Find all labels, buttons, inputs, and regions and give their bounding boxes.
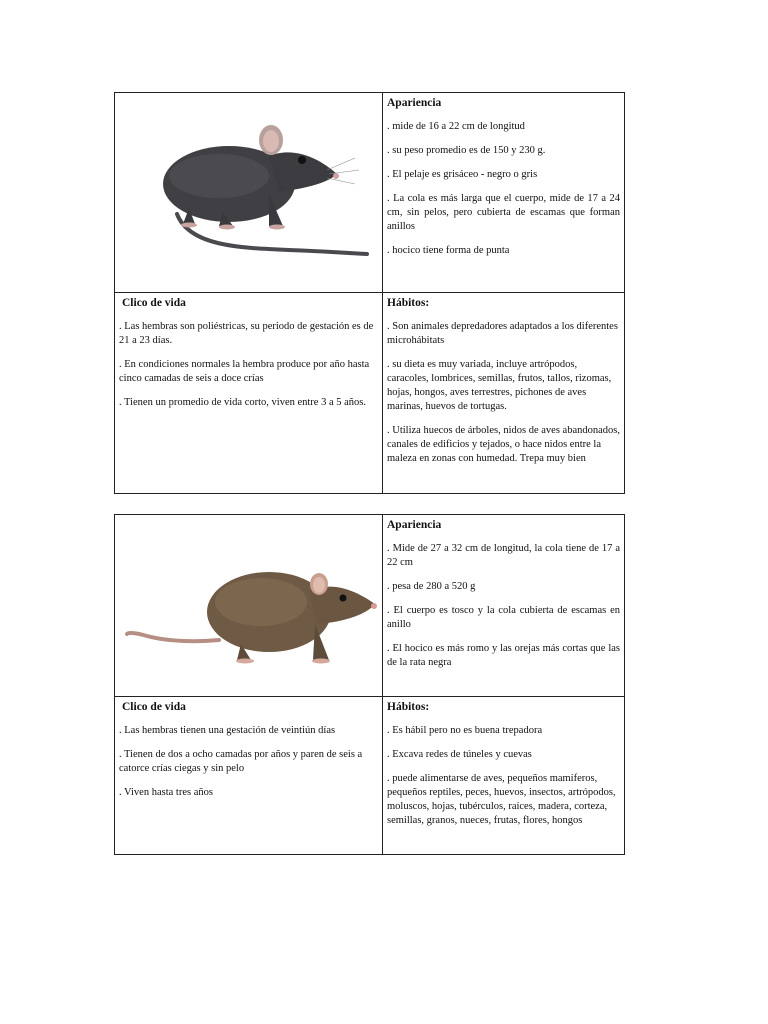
life-cycle-item: . Tienen un promedio de vida corto, viven entre 3 a 5 años. [119,397,366,408]
black-rat-image [119,96,387,288]
appearance-item: . La cola es más larga que el cuerpo, mide de 17 a 24 cm, sin pelos, pero cubierta de escamas que forman anillos [387,193,620,232]
habits-cell [383,697,625,855]
life-cycle-item: . Las hembras son poliéstricas, su periodo de gestación es de 21 a 23 días. [119,321,374,346]
life-cycle-item: . En condiciones normales la hembra produce por año hasta cinco camadas de seis a doce crías [119,359,370,384]
life-cycle-heading: Clico de vida [122,297,186,309]
habits-item: . Excava redes de túneles y cuevas [387,749,532,760]
black-rat-image-cell [115,93,383,293]
appearance-item: . su peso promedio es de 150 y 230 g. [387,145,546,156]
habits-item: . Son animales depredadores adaptados a los diferentes microhábitats [387,321,618,346]
brown-rat-image [119,518,387,692]
life-cycle-item: . Las hembras tienen una gestación de veintiún días [119,725,336,736]
habits-item: . Es hábil pero no es buena trepadora [387,725,543,736]
appearance-heading: Apariencia [387,519,442,531]
rat-card-black [114,92,625,494]
appearance-heading: Apariencia [387,97,442,109]
life-cycle-item: . Viven hasta tres años [119,787,213,798]
appearance-item: . pesa de 280 a 520 g [387,581,476,592]
appearance-item: . El hocico es más romo y las orejas más cortas que las de la rata negra [387,643,620,668]
brown-rat-image-cell [115,515,383,697]
rat-card-brown [114,514,625,855]
habits-item: . su dieta es muy variada, incluye artrópodos, caracoles, lombrices, semillas, frutos, tallos, rizomas, hojas, hongos, aves terrestres, pichones de aves marinas, huevos de tortugas. [387,359,612,412]
appearance-item: . hocico tiene forma de punta [387,245,510,256]
life-cycle-cell [115,697,383,855]
appearance-cell [383,93,625,293]
habits-cell [383,293,625,494]
appearance-item: . El cuerpo es tosco y la cola cubierta de escamas en anillo [387,605,620,630]
appearance-item: . Mide de 27 a 32 cm de longitud, la cola tiene de 17 a 22 cm [387,543,620,568]
habits-heading: Hábitos: [387,297,430,309]
appearance-item: . mide de 16 a 22 cm de longitud [387,121,525,132]
habits-heading: Hábitos: [387,701,430,713]
habits-item: . puede alimentarse de aves, pequeños mamíferos, pequeños reptiles, peces, huevos, insectos, artrópodos, moluscos, hojas, tubérculos, raíces, madera, corteza, semillas, granos, nueces, frutas, flores, hongos [387,773,616,826]
habits-item: . Utiliza huecos de árboles, nidos de aves abandonados, canales de edificios y tejados, o hace nidos entre la maleza en zonas con humedad. Trepa muy bien [387,425,620,464]
appearance-cell [383,515,625,697]
appearance-item: . El pelaje es grisáceo - negro o gris [387,169,538,180]
life-cycle-cell [115,293,383,494]
life-cycle-heading: Clico de vida [122,701,186,713]
life-cycle-item: . Tienen de dos a ocho camadas por años y paren de seis a catorce crías ciegas y sin pelo [119,749,363,774]
